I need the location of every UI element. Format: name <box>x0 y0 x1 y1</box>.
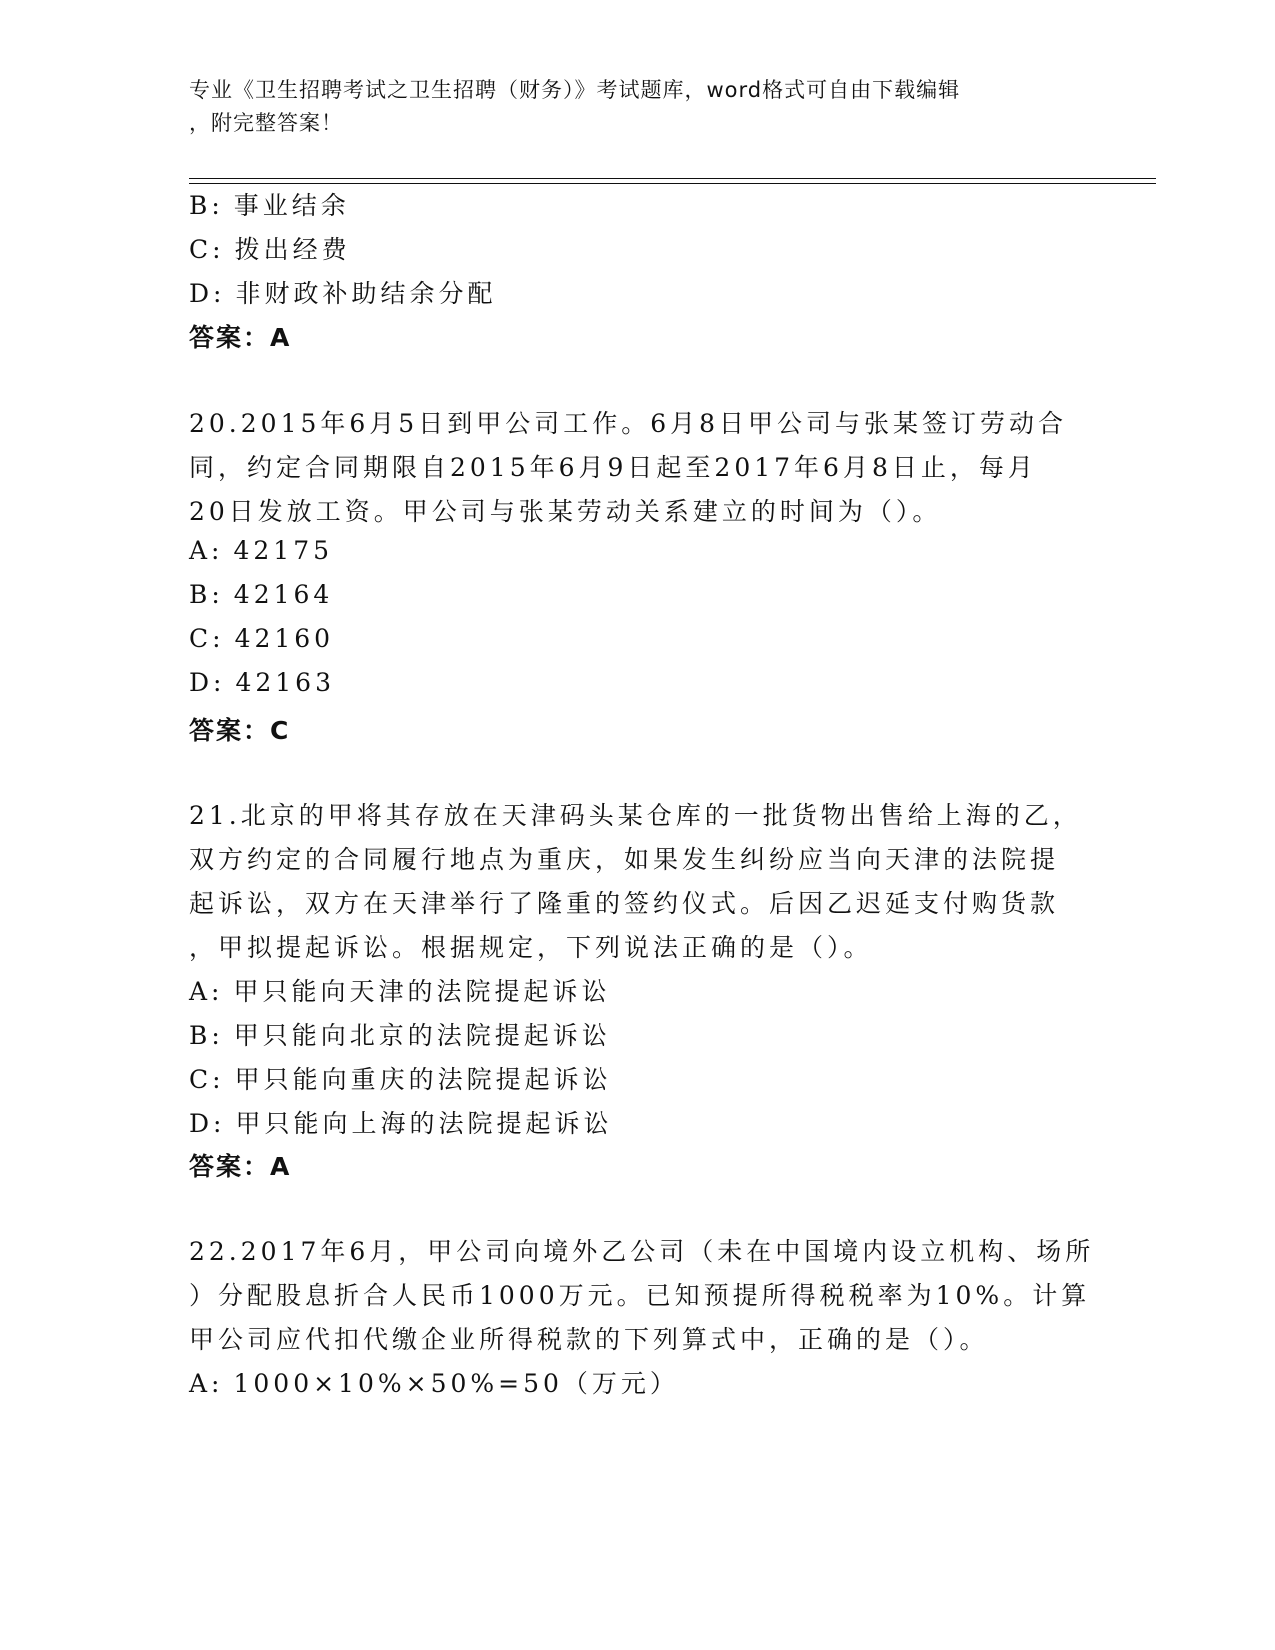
question-22-line-2: ）分配股息折合人民币1000万元。已知预提所得税税率为10%。计算 <box>189 1281 1091 1310</box>
question-21-line-1: 21.北京的甲将其存放在天津码头某仓库的一批货物出售给上海的乙， <box>189 801 1082 830</box>
question-22-line-1: 22.2017年6月，甲公司向境外乙公司（未在中国境内设立机构、场所 <box>189 1237 1095 1266</box>
option-c <box>189 624 334 653</box>
option-text: 42175 <box>233 536 334 565</box>
option-d <box>189 1104 612 1140</box>
question-21-line-3: 起诉讼，双方在天津举行了隆重的签约仪式。后因乙迟延支付购货款 <box>189 889 1060 918</box>
option-a <box>189 1364 679 1400</box>
option-label: C: <box>189 235 225 264</box>
option-label: A: <box>189 536 224 565</box>
option-text: 42164 <box>233 580 334 609</box>
answer: 答案：C <box>189 716 291 745</box>
option-label: D: <box>189 668 226 697</box>
question-20-line-2: 同，约定合同期限自2015年6月9日起至2017年6月8日止，每月 <box>189 453 1037 482</box>
option-b <box>189 1016 611 1052</box>
option-label: C: <box>189 1065 225 1094</box>
page-header <box>189 74 1089 140</box>
option-text: 1000×10%×50%=50（万元） <box>233 1369 679 1398</box>
answer: 答案：A <box>189 323 292 352</box>
question-21-line-4: ，甲拟提起诉讼。根据规定，下列说法正确的是（）。 <box>189 933 873 962</box>
option-text: 拨出经费 <box>234 235 351 264</box>
option-d <box>189 274 496 310</box>
option-label: A: <box>189 1369 224 1398</box>
option-text: 甲只能向重庆的法院提起诉讼 <box>234 1065 612 1094</box>
option-a <box>189 536 333 565</box>
option-label: B: <box>189 191 224 220</box>
option-a <box>189 972 611 1008</box>
header-divider-thin <box>189 183 1156 184</box>
option-text: 42160 <box>234 624 335 653</box>
option-c <box>189 230 351 266</box>
question-20-line-1: 20.2015年6月5日到甲公司工作。6月8日甲公司与张某签订劳动合 <box>189 409 1068 438</box>
question-21-line-2: 双方约定的合同履行地点为重庆，如果发生纠纷应当向天津的法院提 <box>189 845 1060 874</box>
option-text: 非财政补助结余分配 <box>235 279 497 308</box>
option-label: D: <box>189 279 226 308</box>
option-c <box>189 1060 612 1096</box>
option-text: 事业结余 <box>233 191 350 220</box>
question-20-line-3: 20日发放工资。甲公司与张某劳动关系建立的时间为（）。 <box>189 497 942 526</box>
header-divider-thick <box>189 178 1156 179</box>
header-line-1: 专业《卫生招聘考试之卫生招聘（财务）》考试题库，word格式可自由下载编辑 <box>189 78 961 102</box>
option-text: 甲只能向天津的法院提起诉讼 <box>233 977 611 1006</box>
option-d <box>189 668 335 697</box>
question-22-line-3: 甲公司应代扣代缴企业所得税款的下列算式中，正确的是（）。 <box>189 1325 989 1354</box>
option-label: C: <box>189 624 225 653</box>
option-text: 甲只能向上海的法院提起诉讼 <box>235 1109 613 1138</box>
option-b <box>189 186 350 222</box>
option-label: B: <box>189 1021 224 1050</box>
answer: 答案：A <box>189 1152 292 1181</box>
option-b <box>189 580 333 609</box>
header-line-2: ，附完整答案！ <box>189 111 343 135</box>
option-label: B: <box>189 580 224 609</box>
option-text: 42163 <box>235 668 335 697</box>
option-label: A: <box>189 977 224 1006</box>
option-text: 甲只能向北京的法院提起诉讼 <box>233 1021 611 1050</box>
option-label: D: <box>189 1109 226 1138</box>
